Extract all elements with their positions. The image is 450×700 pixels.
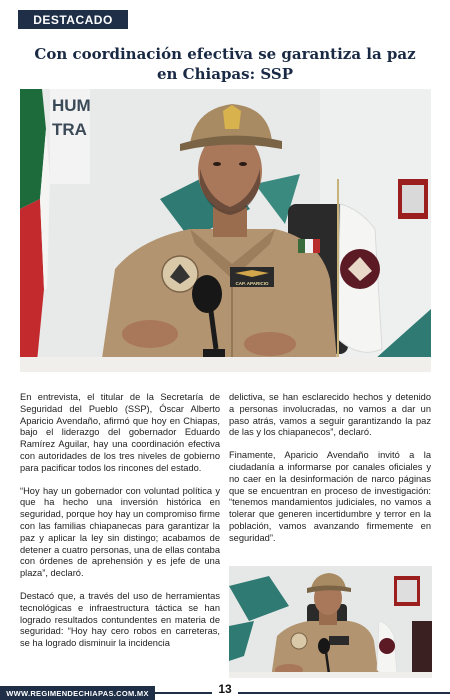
left-paragraph-1: En entrevista, el titular de la Secretaría de Seguridad del Pueblo (SSP), Óscar Alberto Aparicio Avendaño, afirmó que hoy en Chiapas, bajo el liderazgo del gobernador Eduardo Ramírez Aguilar, hay una coordinación efectiva con autoridades de los tres niveles de gobierno para pacificar todos los rincones del estado. (20, 392, 220, 473)
wall-sign-text-1: HUM (52, 96, 91, 115)
article-column-left (20, 392, 220, 661)
left-paragraph-2: “Hoy hay un gobernador con voluntad política y que ha hecho una inversión histórica en seguridad, porque hoy hay un compromiso firme con las familias chiapanecas para garantizar la paz y aplicar la ley sin distingo; acabamos de detener a cuatro personas, una de ellas contaba con órdenes de aprehensión y es jefe de una plaza”, declaró. (20, 485, 220, 579)
left-paragraph-3: Destacó que, a través del uso de herramientas tecnológicas e infraestructura táctica se han logrado resultados contundentes en materia de seguridad: “Hoy hay cero robos en carreteras, se ha logrado disminuir la incidencia (20, 590, 220, 649)
wall-sign-text-2: TRA (52, 120, 87, 139)
section-tag: DESTACADO (18, 10, 128, 29)
article-headline: Con coordinación efectiva se garantiza la paz en Chiapas: SSP (34, 45, 416, 83)
footer-divider (155, 692, 450, 694)
right-paragraph-1: delictiva, se han esclarecido hechos y detenido a personas involucradas, no vamos a dar un paso atrás, vamos a seguir garantizando la paz de las y los chiapanecos”, declaró. (229, 392, 431, 438)
page-number: 13 (212, 680, 238, 698)
footer-website[interactable]: WWW.REGIMENDECHIAPAS.COM.MX (0, 686, 155, 700)
right-paragraph-2: Finamente, Aparicio Avendaño invitó a la ciudadanía a informarse por canales oficiales y no caer en la desinformación de narco páginas que se encuentran en proceso de investigación: “tenemos mandamientos judiciales, no vamos a tolerar que generen incertidumbre y terror en la población, vamos avanzando firmemente en seguridad”. (229, 450, 431, 543)
main-photo (20, 89, 431, 372)
name-patch: CAP. APARICIO (235, 281, 269, 286)
article-column-right (229, 392, 431, 556)
secondary-photo (229, 566, 432, 678)
